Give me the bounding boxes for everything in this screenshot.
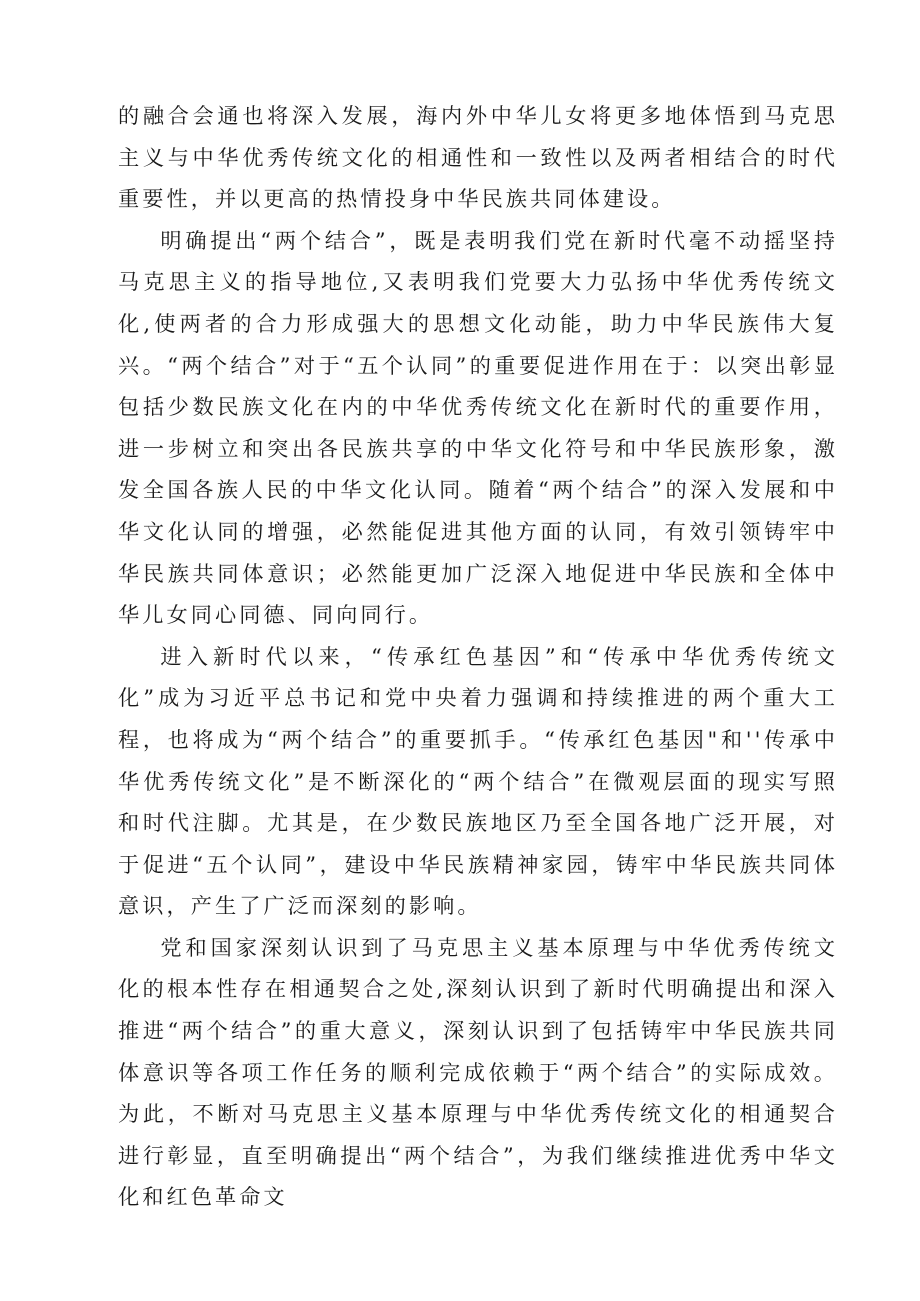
paragraph-3: 进入新时代以来，“传承红色基因”和“传承中华优秀传统文化”成为习近平总书记和党中央着力强调和持续推进的两个重大工程，也将成为“两个结合”的重要抓手。“传承红色基因"和''传承中华优秀传统文化”是不断深化的“两个结合”在微观层面的现实写照和时代注脚。尤其是，在少数民族地区乃至全国各地广泛开展，对于促进“五个认同”，建设中华民族精神家园，铸牢中华民族共同体意识，产生了广泛而深刻的影响。	[118, 643, 838, 919]
paragraph-4: 党和国家深刻认识到了马克思主义基本原理与中华优秀传统文化的根本性存在相通契合之处,深刻认识到了新时代明确提出和深入推进“两个结合”的重大意义，深刻认识到了包括铸牢中华民族共同体意识等各项工作任务的顺利完成依赖于“两个结合”的实际成效。为此，不断对马克思主义基本原理与中华优秀传统文化的相通契合进行彰显，直至明确提出“两个结合”，为我们继续推进优秀中华文化和红色革命文	[118, 934, 838, 1210]
paragraph-1: 的融合会通也将深入发展，海内外中华儿女将更多地体悟到马克思主义与中华优秀传统文化的相通性和一致性以及两者相结合的时代重要性，并以更高的热情投身中华民族共同体建设。	[118, 103, 838, 212]
body-text	[118, 95, 838, 1218]
paragraph-2: 明确提出“两个结合”，既是表明我们党在新时代毫不动摇坚持马克思主义的指导地位,又表明我们党要大力弘扬中华优秀传统文化,使两者的合力形成强大的思想文化动能，助力中华民族伟大复兴。“两个结合”对于“五个认同”的重要促进作用在于：以突出彰显包括少数民族文化在内的中华优秀传统文化在新时代的重要作用，进一步树立和突出各民族共享的中华文化符号和中华民族形象，激发全国各族人民的中华文化认同。随着“两个结合”的深入发展和中华文化认同的增强，必然能促进其他方面的认同，有效引领铸牢中华民族共同体意识；必然能更加广泛深入地促进中华民族和全体中华儿女同心同德、同向同行。	[118, 227, 838, 628]
